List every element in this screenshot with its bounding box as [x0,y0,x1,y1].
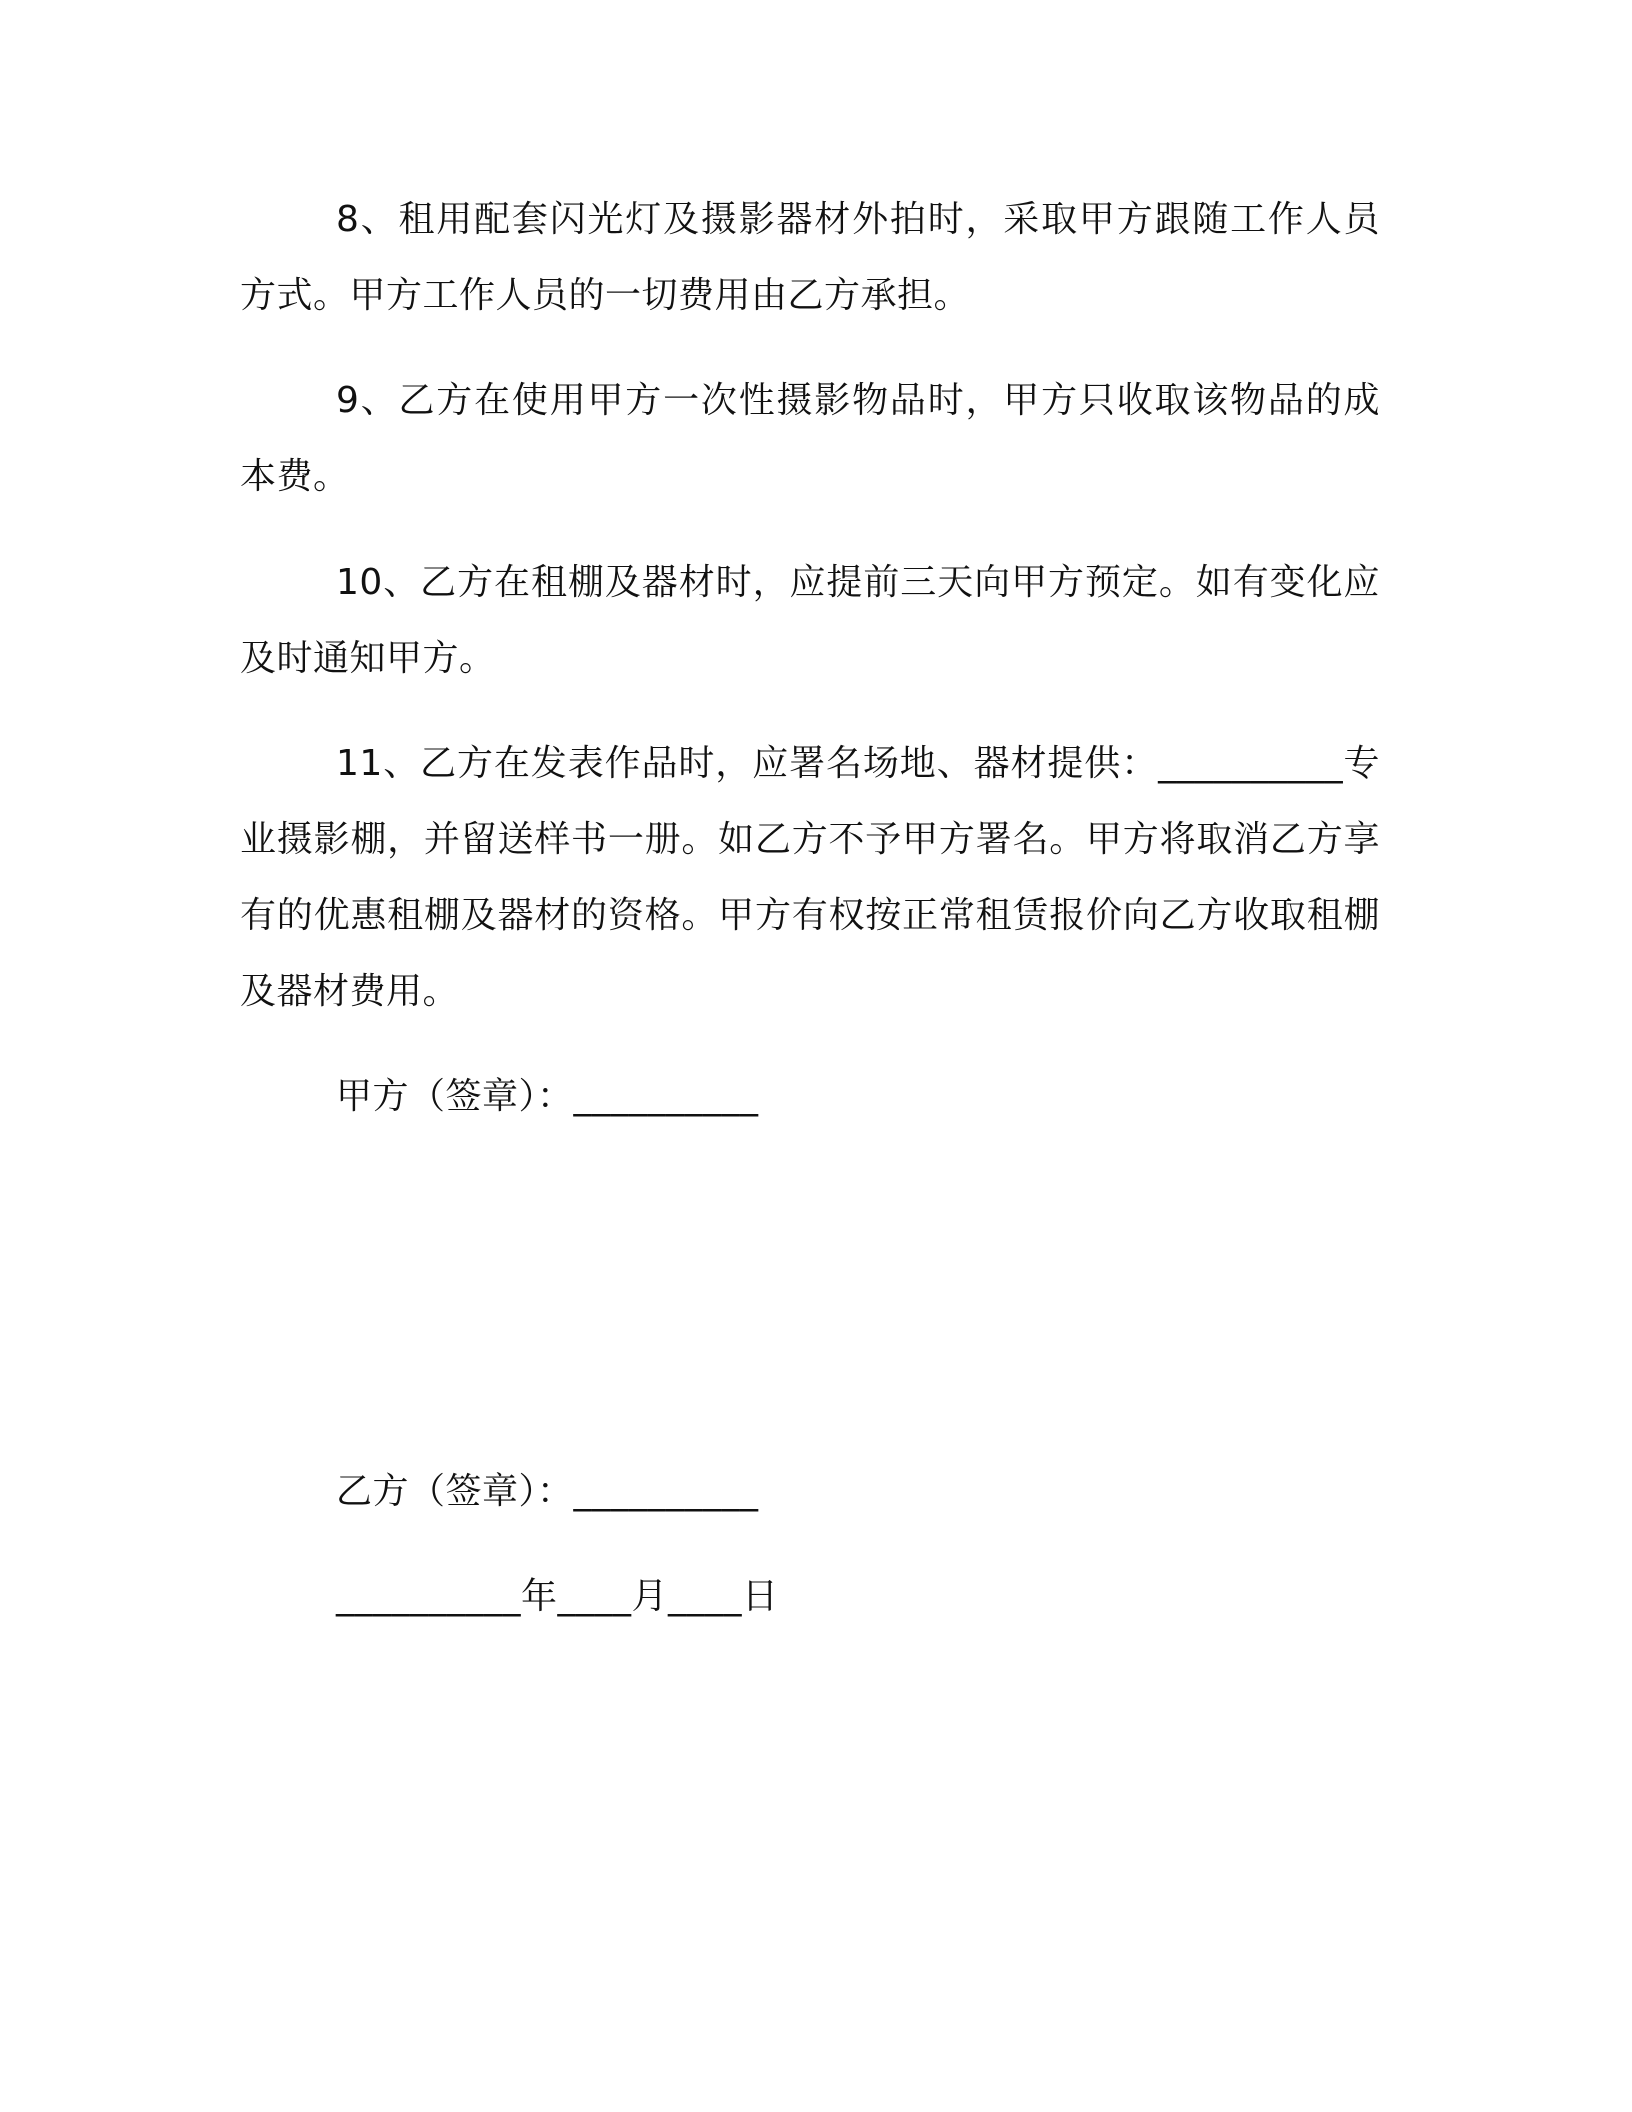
party-b-signature-line: 乙方（签章）：__________ [336,1471,759,1512]
clause-8: 8、租用配套闪光灯及摄影器材外拍时，采取甲方跟随工作人员方式。甲方工作人员的一切费用由乙方承担。 [240,199,1380,316]
clause-9: 9、乙方在使用甲方一次性摄影物品时，甲方只收取该物品的成本费。 [240,380,1380,497]
party-a-signature-line: 甲方（签章）：__________ [336,1076,759,1117]
clause-10: 10、乙方在租棚及器材时，应提前三天向甲方预定。如有变化应及时通知甲方。 [240,562,1380,679]
clause-11: 11、乙方在发表作品时，应署名场地、器材提供：__________专业摄影棚，并留送样书一册。如乙方不予甲方署名。甲方将取消乙方享有的优惠租棚及器材的资格。甲方有权按正常租赁报价向乙方收取租棚及器材费用。 [240,743,1380,1012]
signature-date-line: __________年____月____日 [336,1576,779,1617]
